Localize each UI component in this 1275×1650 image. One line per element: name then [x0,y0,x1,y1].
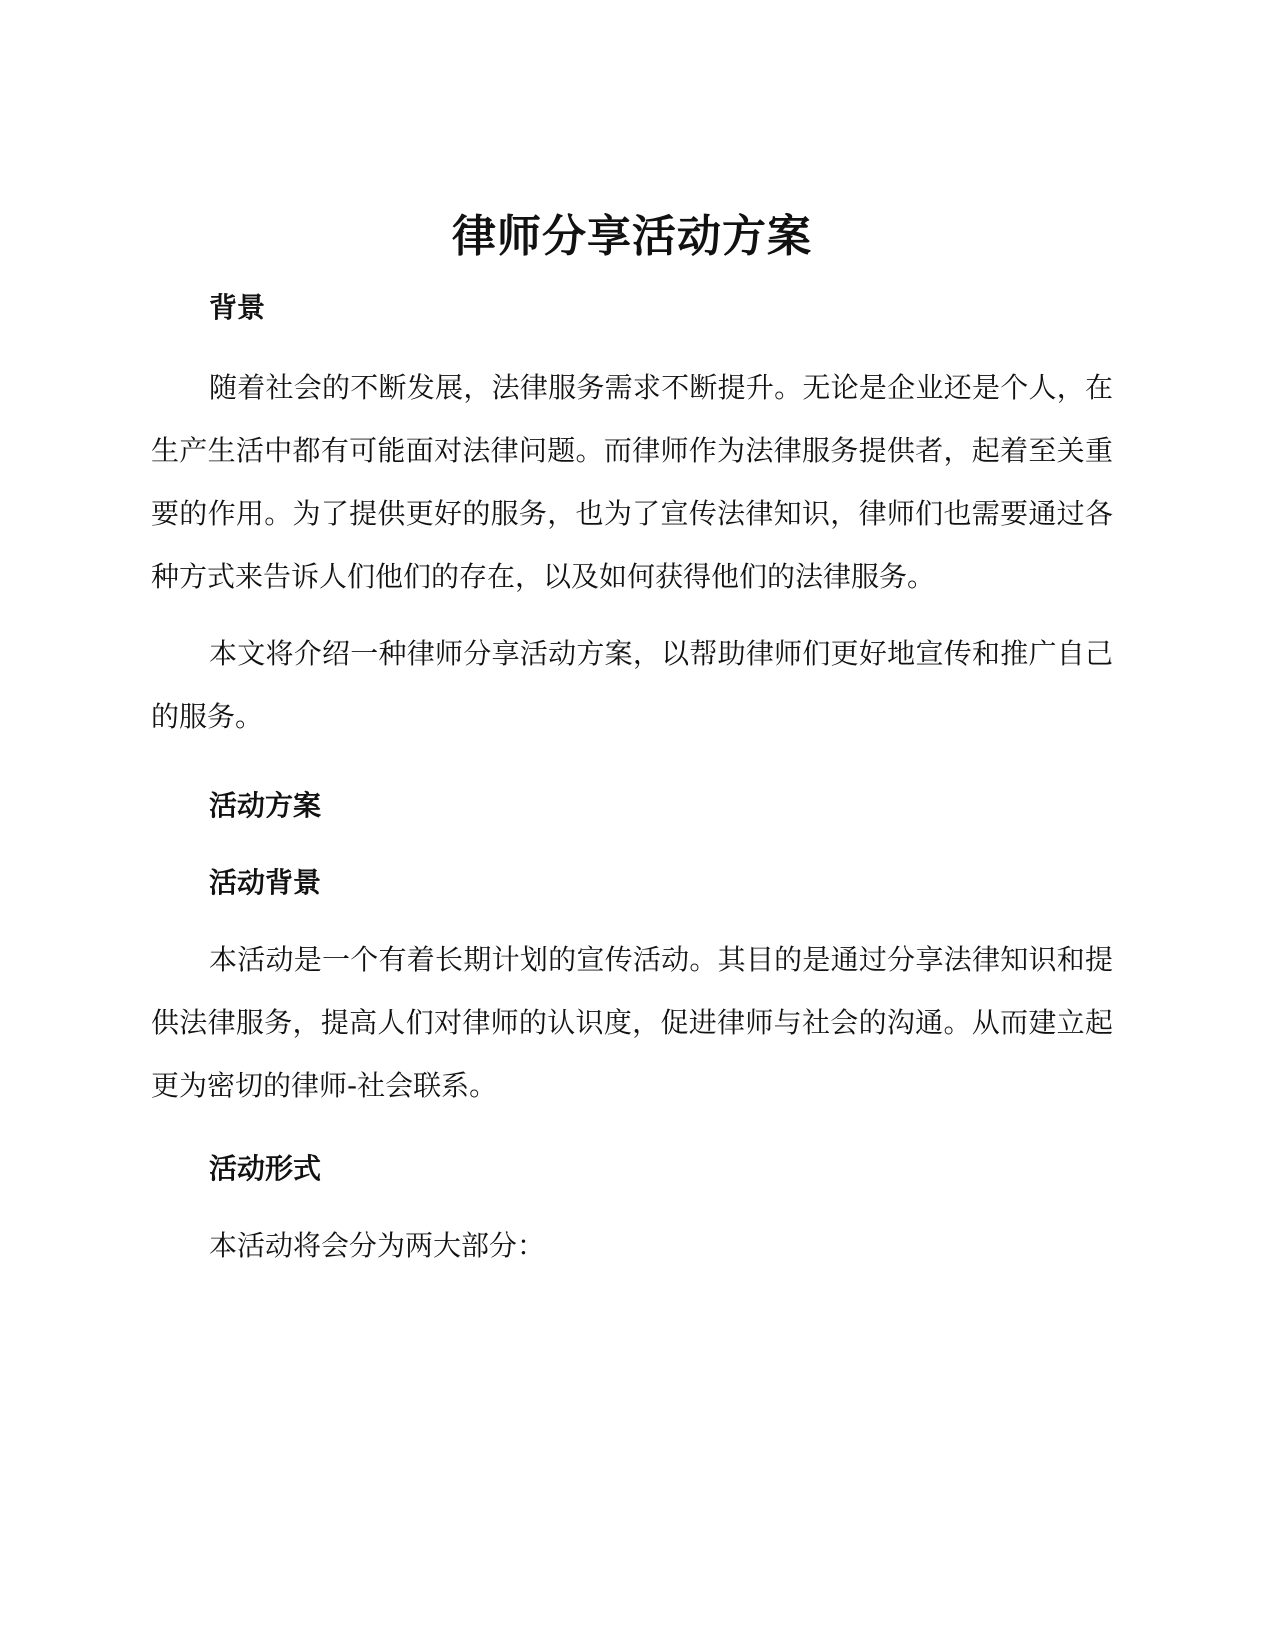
paragraph-activity-background: 本活动是一个有着长期计划的宣传活动。其目的是通过分享法律知识和提供法律服务，提高人们对律师的认识度，促进律师与社会的沟通。从而建立起更为密切的律师-社会联系。 [151,943,1113,1102]
paragraph-activity-form: 本活动将会分为两大部分： [209,1229,546,1262]
document-content [151,208,1113,1277]
paragraph-background-2: 本文将介绍一种律师分享活动方案，以帮助律师们更好地宣传和推广自己的服务。 [151,637,1113,733]
paragraph-background-1: 随着社会的不断发展，法律服务需求不断提升。无论是企业还是个人，在生产生活中都有可能面对法律问题。而律师作为法律服务提供者，起着至关重要的作用。为了提供更好的服务，也为了宣传法律知识，律师们也需要通过各种方式来告诉人们他们的存在，以及如何获得他们的法律服务。 [151,371,1113,593]
section-heading-plan: 活动方案 [209,789,322,822]
section-heading-background: 背景 [209,291,266,324]
section-heading-activity-background: 活动背景 [209,866,322,899]
document-title: 律师分享活动方案 [452,211,812,262]
section-heading-activity-form: 活动形式 [209,1152,322,1185]
